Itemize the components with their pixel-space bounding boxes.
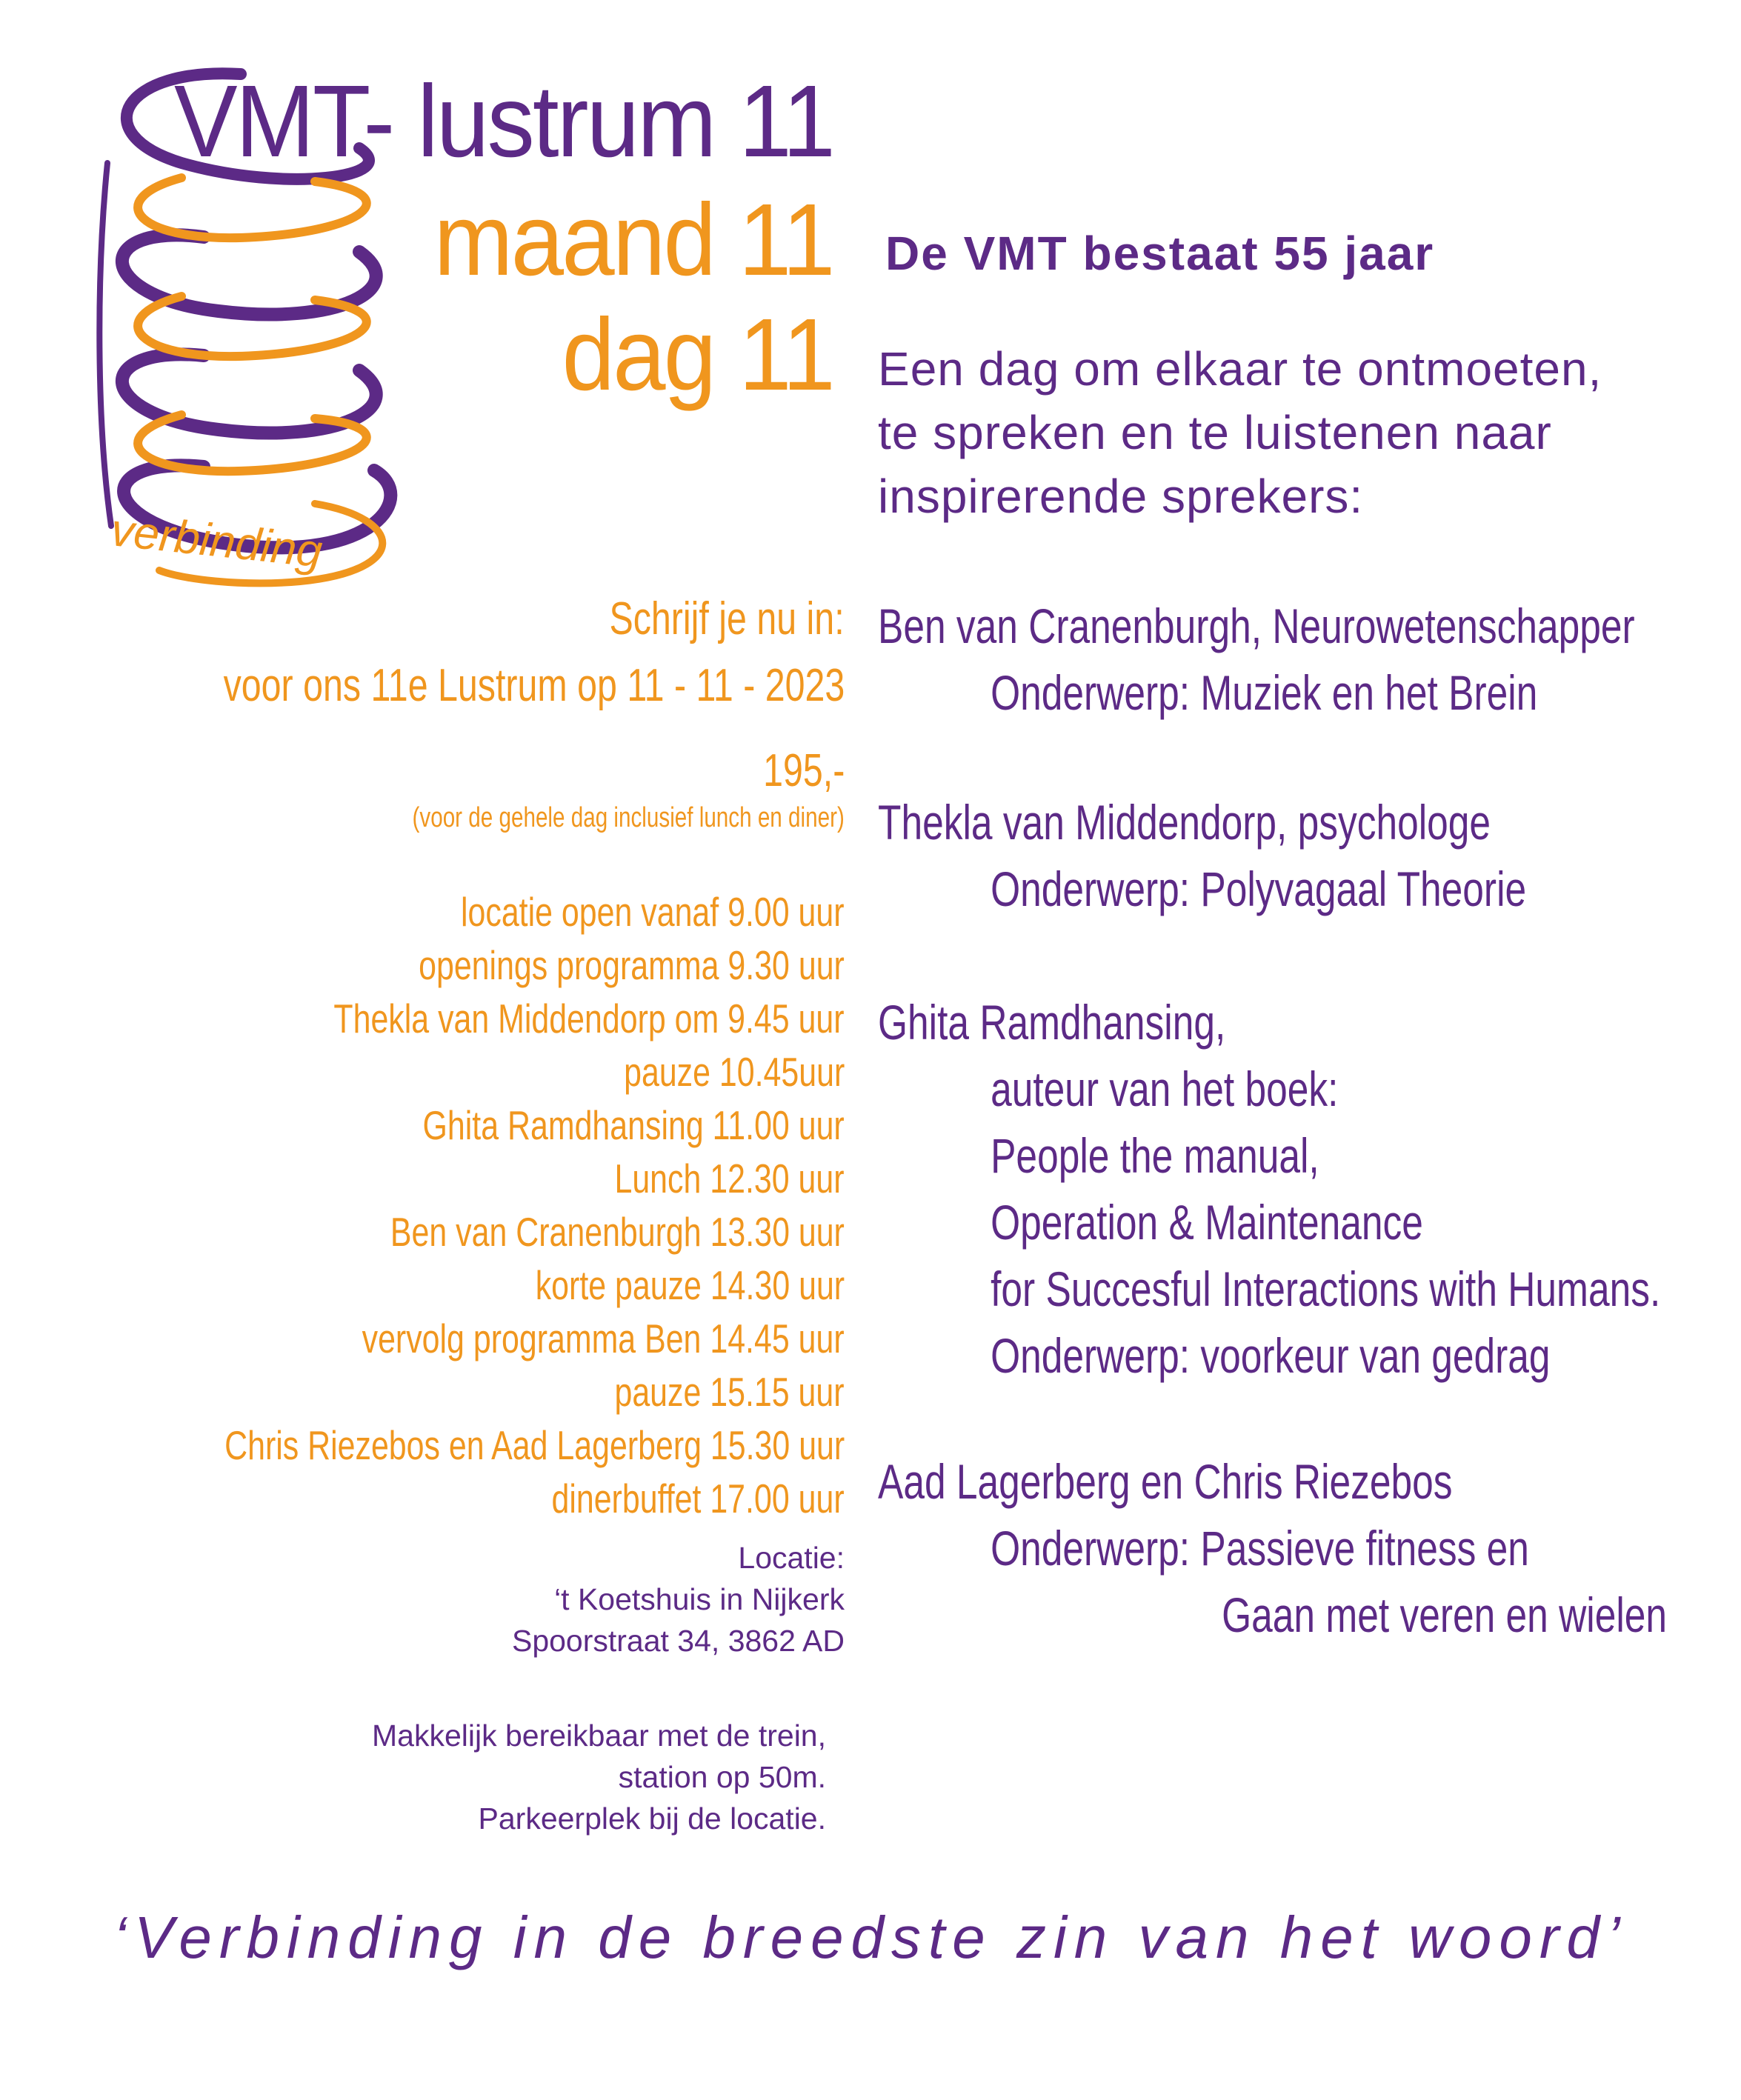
speaker-detail: auteur van het boek: bbox=[991, 1061, 1339, 1116]
schedule-item: Chris Riezebos en Aad Lagerberg 15.30 uur bbox=[224, 1422, 845, 1468]
schedule-item: locatie open vanaf 9.00 uur bbox=[461, 889, 845, 935]
location-block bbox=[512, 1537, 845, 1661]
schedule-item: Ben van Cranenburgh 13.30 uur bbox=[390, 1209, 845, 1255]
location-label: Locatie: bbox=[738, 1541, 845, 1575]
speaker-detail: Operation & Maintenance bbox=[991, 1195, 1423, 1250]
schedule-item: dinerbuffet 17.00 uur bbox=[551, 1476, 845, 1521]
travel-line: station op 50m. bbox=[618, 1760, 826, 1794]
speaker-topic-cont: Gaan met veren en wielen bbox=[1222, 1587, 1668, 1642]
speaker-thekla bbox=[878, 789, 1709, 922]
speaker-name: Ben van Cranenburgh, Neurowetenschapper bbox=[878, 599, 1635, 653]
price: 195,- bbox=[762, 745, 845, 796]
speaker-detail: People the manual, bbox=[991, 1128, 1319, 1183]
travel-line: Makkelijk bereikbaar met de trein, bbox=[372, 1719, 826, 1753]
signup-date: voor ons 11e Lustrum op 11 - 11 - 2023 bbox=[223, 660, 845, 711]
travel-line: Parkeerplek bij de locatie. bbox=[478, 1801, 826, 1836]
intro-line: te spreken en te luistenen naar bbox=[878, 406, 1552, 459]
speaker-name: Aad Lagerberg en Chris Riezebos bbox=[878, 1454, 1453, 1509]
intro-line: Een dag om elkaar te ontmoeten, bbox=[878, 342, 1602, 396]
schedule-item: korte pauze 14.30 uur bbox=[535, 1262, 845, 1308]
intro-text bbox=[878, 337, 1602, 528]
schedule-item: openings programma 9.30 uur bbox=[419, 942, 845, 988]
speaker-topic: Onderwerp: voorkeur van gedrag bbox=[991, 1328, 1551, 1383]
headline-dag: dag 11 bbox=[562, 298, 833, 412]
tagline: ‘Verbinding in de breedste zin van het woord’ bbox=[113, 1904, 1628, 1970]
schedule-list bbox=[50, 885, 845, 1525]
location-venue: ‘t Koetshuis in Nijkerk bbox=[554, 1582, 845, 1616]
schedule-item: Thekla van Middendorp om 9.45 uur bbox=[333, 996, 845, 1041]
speaker-ben bbox=[878, 593, 1741, 726]
schedule-item: pauze 10.45uur bbox=[623, 1049, 845, 1095]
speaker-topic: Onderwerp: Polyvagaal Theorie bbox=[991, 861, 1527, 916]
intro-line: inspirerende sprekers: bbox=[878, 470, 1364, 523]
headline-maand: maand 11 bbox=[434, 183, 833, 297]
price-note: (voor de gehele dag inclusief lunch en diner) bbox=[412, 802, 845, 833]
schedule-item: Lunch 12.30 uur bbox=[614, 1156, 845, 1201]
subtitle: De VMT bestaat 55 jaar bbox=[885, 227, 1435, 280]
signup-heading: Schrijf je nu in: bbox=[609, 593, 845, 644]
schedule-item: vervolg programma Ben 14.45 uur bbox=[362, 1316, 845, 1361]
speaker-detail: for Succesful Interactions with Humans. bbox=[991, 1261, 1661, 1316]
speaker-topic: Onderwerp: Passieve fitness en bbox=[991, 1521, 1529, 1576]
travel-block bbox=[372, 1715, 826, 1839]
headline-lustrum: VMT- lustrum 11 bbox=[174, 64, 833, 179]
speaker-aad-chris bbox=[878, 1448, 1741, 1648]
location-address: Spoorstraat 34, 3862 AD bbox=[511, 1624, 845, 1658]
speaker-name: Thekla van Middendorp, psychologe bbox=[878, 795, 1491, 850]
logo-text: verbinding bbox=[108, 504, 325, 578]
schedule-item: pauze 15.15 uur bbox=[614, 1369, 845, 1415]
speaker-name: Ghita Ramdhansing, bbox=[878, 995, 1226, 1050]
speaker-ghita bbox=[878, 989, 1741, 1389]
speaker-topic: Onderwerp: Muziek en het Brein bbox=[991, 665, 1538, 720]
schedule-item: Ghita Ramdhansing 11.00 uur bbox=[422, 1102, 845, 1148]
